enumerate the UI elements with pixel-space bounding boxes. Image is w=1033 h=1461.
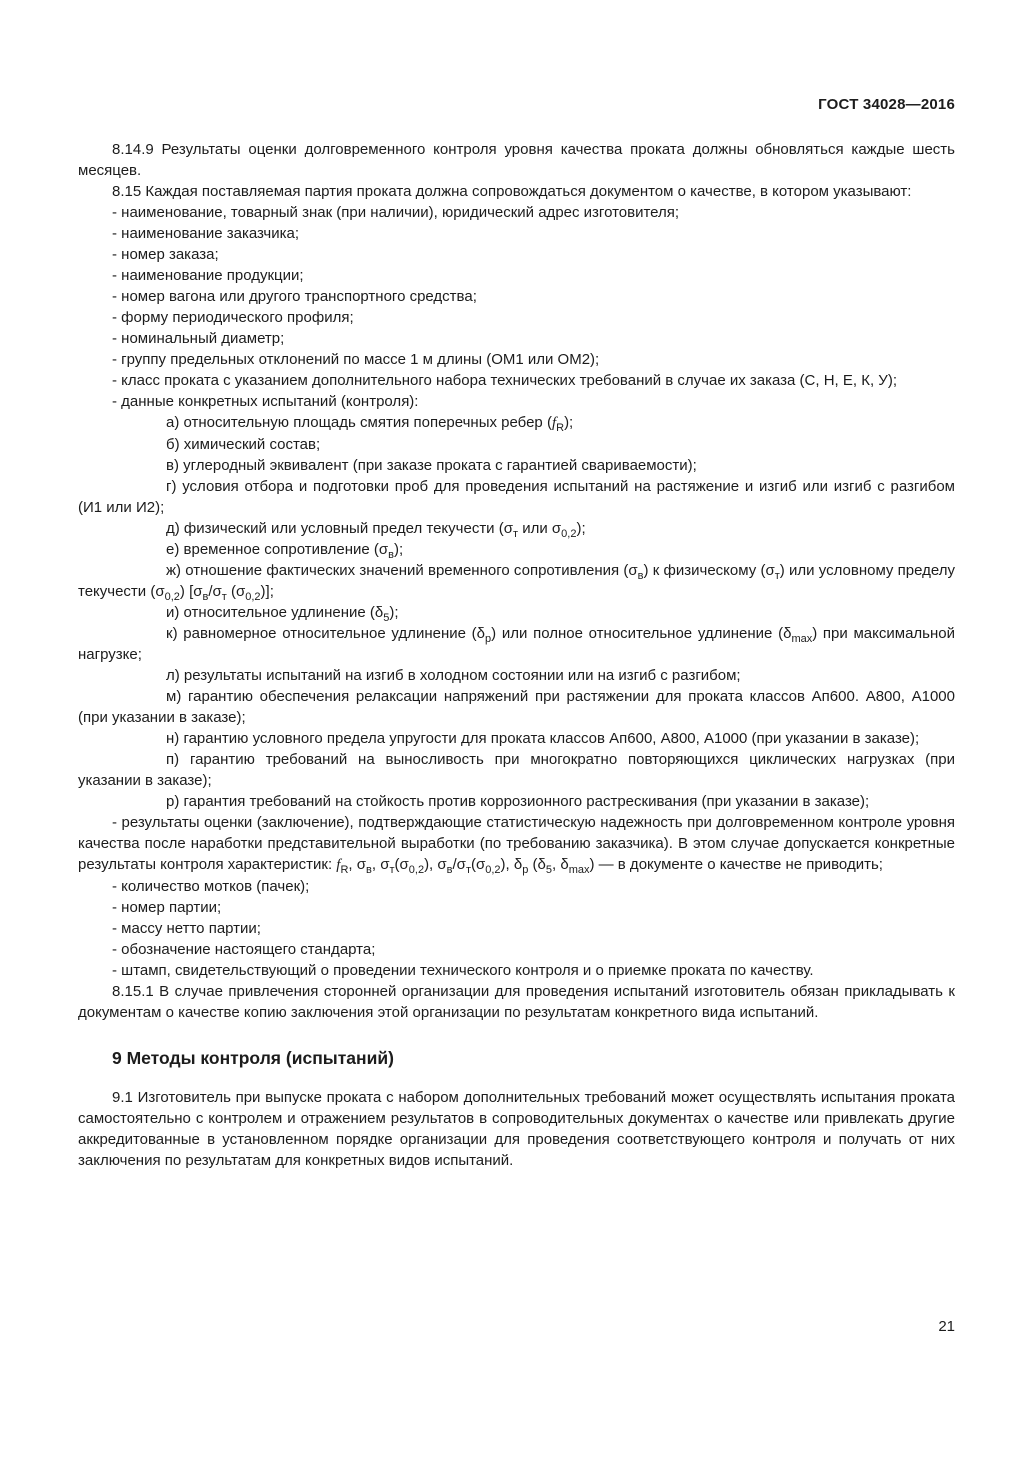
paragraph: - группу предельных отклонений по массе 1 м длины (ОМ1 или ОМ2); [112, 351, 600, 368]
paragraph: г) условия отбора и подготовки проб для проведения испытаний на растяжение и изгиб или изгиб с разгибом (И1 или И2); [78, 478, 955, 516]
paragraph: - номер вагона или другого транспортного средства; [112, 288, 477, 305]
paragraph: - наименование продукции; [112, 267, 304, 284]
paragraph: и) относительное удлинение $(\delta_5)$; [166, 604, 399, 624]
paragraph: - результаты оценки (заключение), подтверждающие статистическую надежность при долговременном контроле уровня качества после наработки представительной выработки (по требованию заказчика). В этом случае допускается конкретные результаты контроля характеристик: $f_R$, $\sigma_в$, $\sigma_т(\sigma_{0,2})$, $\sigma_в/\sigma_т(\sigma_{0,2})$, $\delta_р$ ($\delta_5$, $\delta_{max}$) — в документе о качестве не приводить; [78, 814, 955, 876]
paragraph: ж) отношение фактических значений временного сопротивления $(\sigma_в)$ к физическому $(\sigma_т)$ или условному пределу текучести $(\sigma_{0,2})$ [$\sigma_в/\sigma_т$ $(\sigma_{0,2})$]; [78, 562, 955, 603]
paragraph: 8.14.9 Результаты оценки долговременного контроля уровня качества проката должны обновляться каждые шесть месяцев. [78, 141, 955, 179]
paragraph: - класс проката с указанием дополнительного набора технических требований в случае их заказа (С, Н, Е, К, У); [112, 372, 897, 389]
paragraph: 8.15.1 В случае привлечения сторонней организации для проведения испытаний изготовитель обязан прикладывать к документам о качестве копию заключения этой организации по результатам конкретного вида испытаний. [78, 983, 955, 1021]
paragraph: к) равномерное относительное удлинение $(\delta_р)$ или полное относительное удлинение $(\delta_{max})$ при максимальной нагрузке; [78, 625, 955, 663]
content-area [78, 96, 955, 1171]
paragraph: р) гарантия требований на стойкость против коррозионного растрескивания (при указании в заказе); [166, 793, 870, 810]
paragraph: - наименование, товарный знак (при наличии), юридический адрес изготовителя; [112, 204, 680, 221]
paragraph: 9.1 Изготовитель при выпуске проката с набором дополнительных требований может осуществлять испытания проката самостоятельно с контролем и отражением результатов в сопроводительных документах о качестве или привлекать другие аккредитованные в установленном порядке организации для проведения соответствующего контроля и получать от них заключения по результатам для конкретных видов испытаний. [78, 1089, 955, 1169]
paragraph: в) углеродный эквивалент (при заказе проката с гарантией свариваемости); [166, 457, 697, 474]
paragraph: - номинальный диаметр; [112, 330, 285, 347]
paragraph: м) гарантию обеспечения релаксации напряжений при растяжении для проката классов Ап600. А800, А1000 (при указании в заказе); [78, 688, 955, 726]
paragraph: - номер заказа; [112, 246, 219, 263]
paragraph: н) гарантию условного предела упругости для проката классов Ап600, А800, А1000 (при указании в заказе); [166, 730, 920, 747]
page-number: 21 [938, 1318, 955, 1335]
paragraph: - наименование заказчика; [112, 225, 300, 242]
paragraph: а) относительную площадь смятия поперечных ребер $(f_R)$; [166, 414, 574, 434]
paragraph: - форму периодического профиля; [112, 309, 354, 326]
document-body [78, 139, 955, 1171]
paragraph: - обозначение настоящего стандарта; [112, 941, 376, 958]
paragraph: е) временное сопротивление $(\sigma_в)$; [166, 541, 404, 561]
paragraph: - штамп, свидетельствующий о проведении технического контроля и о приемке проката по качеству. [112, 962, 814, 979]
paragraph: - номер партии; [112, 899, 222, 916]
paragraph: 8.15 Каждая поставляемая партия проката должна сопровождаться документом о качестве, в котором указывают: [112, 183, 912, 200]
paragraph: - данные конкретных испытаний (контроля): [112, 393, 419, 410]
paragraph: б) химический состав; [166, 436, 321, 453]
section-heading: 9 Методы контроля (испытаний) [112, 1048, 394, 1068]
paragraph: - количество мотков (пачек); [112, 878, 310, 895]
paragraph: п) гарантию требований на выносливость при многократно повторяющихся циклических нагрузках (при указании в заказе); [78, 751, 955, 789]
paragraph: д) физический или условный предел текучести ($\sigma_т$ или $\sigma_{0,2}$); [166, 520, 586, 540]
paragraph: - массу нетто партии; [112, 920, 261, 937]
paragraph: л) результаты испытаний на изгиб в холодном состоянии или на изгиб с разгибом; [166, 667, 741, 684]
doc-code-header: ГОСТ 34028—2016 [818, 96, 955, 113]
